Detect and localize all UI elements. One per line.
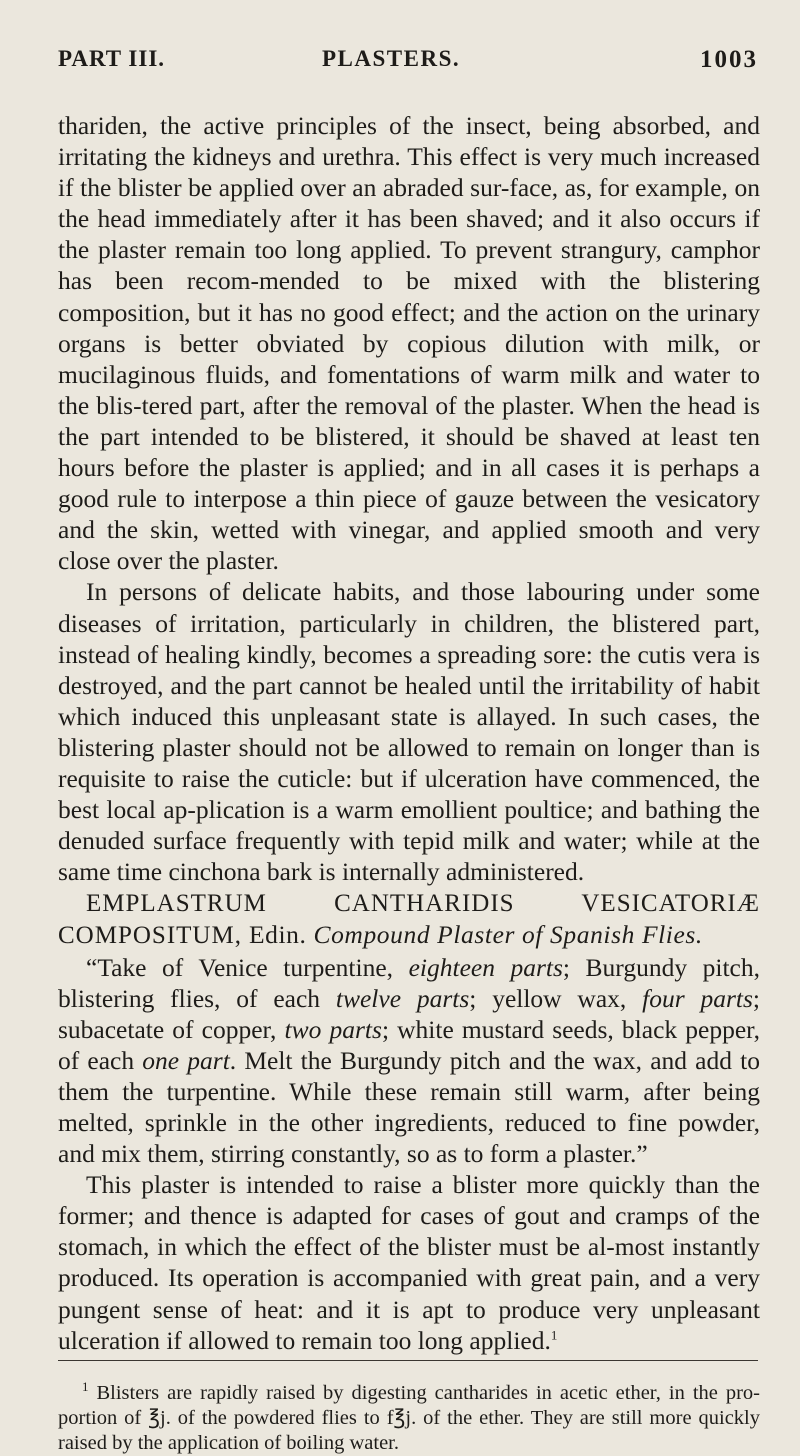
footnote-number: 1 [82,1379,89,1395]
body-text [58,110,760,1356]
recipe-text: . Melt the Burgundy pitch and the wax, and add to them the turpentine. While these remain still warm, after being melted, sprinkle in the other ingredients, reduced to fine powder, and mix them, stirring constantly, so as to form a plaster.” [58,1045,760,1169]
preparation-english-name: Compound Plaster of Spanish Flies. [313,920,703,950]
recipe-quantity: eighteen parts [408,952,563,982]
footnote-text: Blisters are rapidly raised by digesting cantharides in acetic ether, in the pro-portion of ℥j. of the powdered flies to f℥j. of the ether. They are still more quickly raised by the application of boiling water. [58,1382,761,1455]
recipe-text: ; white mustard seeds, black pepper, of each [58,1014,760,1075]
recipe-paragraph [58,952,760,1170]
paragraph-delicate-habits: In persons of delicate habits, and those labouring under some diseases of irritation, particularly in children, the blistered part, instead of healing kindly, becomes a spreading sore: the cutis vera is destroyed, and the part cannot be healed until the irritability of habit which induced this unpleasant state is allayed. In such cases, the blistering plaster should not be allowed to remain on longer than is requisite to raise the cuticle: but if ulceration have commenced, the best local ap-plication is a warm emollient poultice; and bathing the denuded surface frequently with tepid milk and water; while at the same time cinchona bark is internally administered. [58,577,760,887]
footnote-divider [58,1360,758,1361]
recipe-quantity: four parts [642,983,753,1013]
page-number: 1003 [700,46,758,73]
recipe-quantity: one part [142,1045,230,1075]
preparation-heading [58,887,760,951]
preparation-latin-name: EMPLASTRUM CANTHARIDIS VESICATORIÆ COMPOSITUM, [58,890,760,950]
footnote [58,1381,760,1456]
recipe-text: ; yellow wax, [469,983,643,1013]
recipe-quantity: twelve parts [335,983,470,1013]
footnote-reference[interactable]: 1 [550,1327,558,1343]
section-title: PLASTERS. [322,46,461,71]
recipe-text: “Take of Venice turpentine, [86,952,409,982]
paragraph-plaster-use [58,1169,760,1356]
part-label: PART III. [58,46,166,71]
paragraph-text: This plaster is intended to raise a blister more quickly than the former; and thence is adapted for cases of gout and cramps of the stomach, in which the effect of the blister must be al-most instantly produced. Its operation is accompanied with great pain, and a very pungent sense of heat: and it is apt to produce very unpleasant ulceration if allowed to remain too long applied. [58,1170,760,1355]
recipe-text: ; Burgundy pitch, blistering flies, of each [58,952,760,1013]
pharmacopoeia-edition: Edin. [248,920,307,950]
recipe-text: ; subacetate of copper, [58,983,760,1044]
running-head [58,40,760,84]
recipe-quantity: two parts [284,1014,382,1044]
paragraph-continued: thariden, the active principles of the insect, being absorbed, and irritating the kidneys and urethra. This effect is very much increased if the blister be applied over an abraded sur-face, as, for example, on the head immediately after it has been shaved; and it also occurs if the plaster remain too long applied. To prevent strangury, camphor has been recom-mended to be mixed with the blistering composition, but it has no good effect; and the action on the urinary organs is better obviated by copious dilution with milk, or mucilaginous fluids, and fomentations of warm milk and water to the blis-tered part, after the removal of the plaster. When the head is the part intended to be blistered, it should be shaved at least ten hours before the plaster is applied; and in all cases it is perhaps a good rule to interpose a thin piece of gauze between the vesicatory and the skin, wetted with vinegar, and applied smooth and very close over the plaster. [58,111,760,576]
